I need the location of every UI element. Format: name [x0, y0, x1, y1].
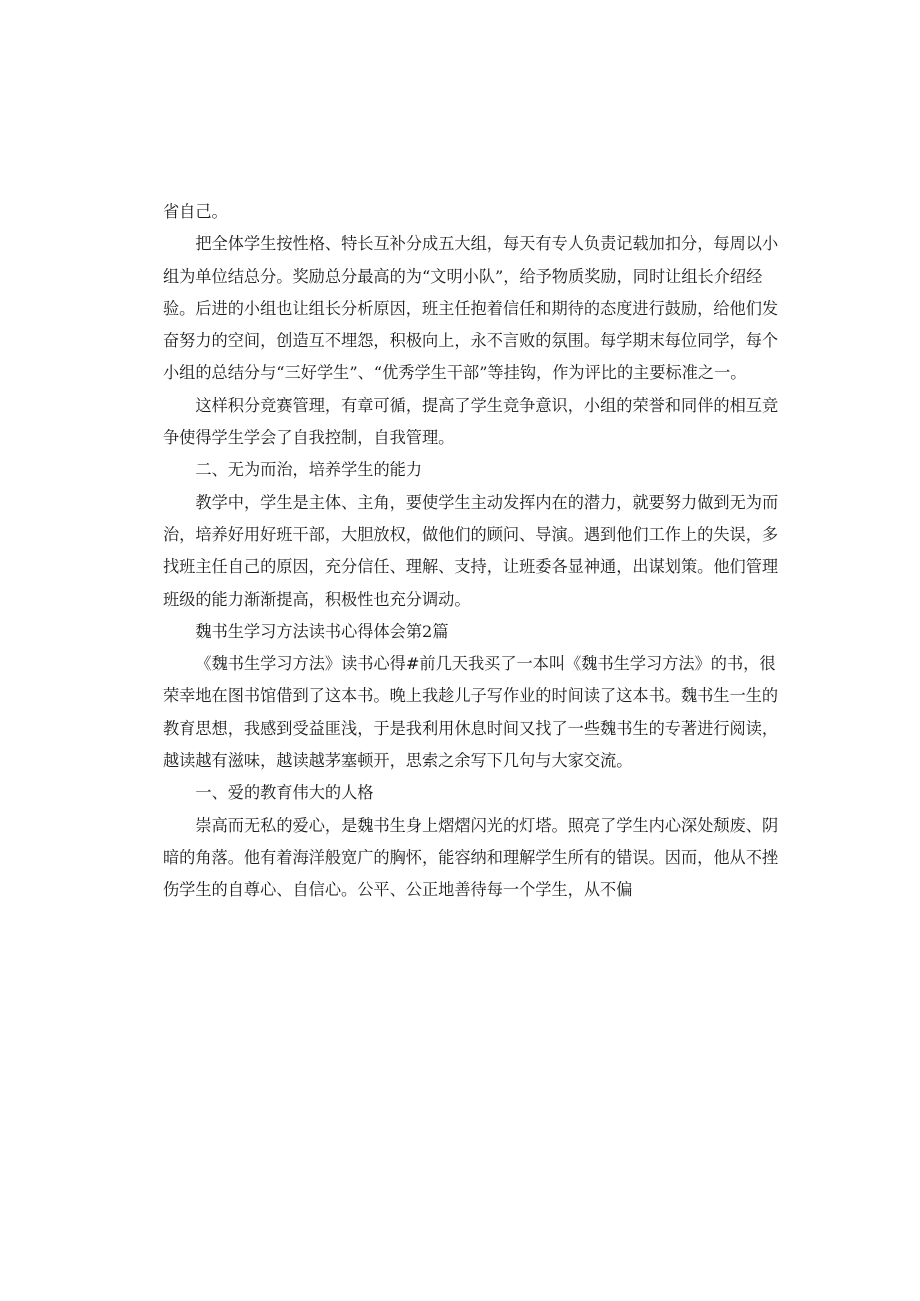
text-line: 二、无为而治，培养学生的能力	[195, 460, 423, 480]
text-line: 一、爱的教育伟大的人格	[195, 783, 374, 803]
text-line: 小组的总结分与“三好学生”、“优秀学生干部”等挂钩，作为评比的主要标准之一。	[163, 363, 747, 383]
paragraph-5	[163, 487, 779, 616]
text-line: 崇高而无私的爱心，是魏书生身上熠熠闪光的灯塔。照亮了学生内心深处颓废、阴	[195, 815, 779, 835]
document-body	[163, 196, 779, 907]
text-line: 治，培养好用好班干部，大胆放权，做他们的顾问、导演。遇到他们工作上的失误，多	[163, 524, 779, 544]
text-line: 争使得学生学会了自我控制，自我管理。	[163, 428, 455, 448]
paragraph-1	[163, 196, 757, 228]
text-line: 省自己。	[163, 202, 228, 221]
text-line: 教育思想，我感到受益匪浅，于是我利用休息时间又找了一些魏书生的专著进行阅读，	[163, 718, 779, 738]
text-line: 伤学生的自尊心、自信心。公平、公正地善待每一个学生，从不偏	[163, 880, 633, 900]
paragraph-9	[163, 810, 779, 907]
text-line: 组为单位结总分。奖励总分最高的为“文明小队”，给予物质奖励，同时让组长介绍经	[163, 266, 763, 286]
text-line: 《魏书生学习方法》读书心得#前几天我买了一本叫《魏书生学习方法》的书，很	[195, 654, 776, 674]
text-line: 把全体学生按性格、特长互补分成五大组，每天有专人负责记载加扣分，每周以小	[195, 234, 779, 254]
article-title	[163, 616, 757, 648]
text-line: 荣幸地在图书馆借到了这本书。晚上我趁儿子写作业的时间读了这本书。魏书生一生的	[163, 686, 779, 706]
text-line: 奋努力的空间，创造互不埋怨，积极向上，永不言败的氛围。每学期末每位同学，每个	[163, 331, 779, 351]
text-line: 教学中，学生是主体、主角，要使学生主动发挥内在的潜力，就要努力做到无为而	[195, 492, 779, 512]
paragraph-2	[163, 228, 779, 389]
text-line: 越读越有滋味，越读越茅塞顿开，思索之余写下几句与大家交流。	[163, 751, 633, 771]
text-line: 这样积分竞赛管理，有章可循，提高了学生竞争意识，小组的荣誉和同伴的相互竞	[195, 395, 779, 415]
text-line: 魏书生学习方法读书心得体会第2篇	[195, 621, 449, 641]
text-line: 验。后进的小组也让组长分析原因，班主任抱着信任和期待的态度进行鼓励，给他们发	[163, 298, 779, 318]
section-heading-2	[163, 454, 757, 486]
text-line: 班级的能力渐渐提高，积极性也充分调动。	[163, 589, 471, 609]
section-heading-1	[163, 777, 757, 809]
text-line: 找班主任自己的原因，充分信任、理解、支持，让班委各显神通，出谋划策。他们管理	[163, 557, 779, 577]
paragraph-7	[163, 648, 779, 777]
text-line: 暗的角落。他有着海洋般宽广的胸怀，能容纳和理解学生所有的错误。因而，他从不挫	[163, 847, 779, 867]
paragraph-3	[163, 390, 779, 455]
